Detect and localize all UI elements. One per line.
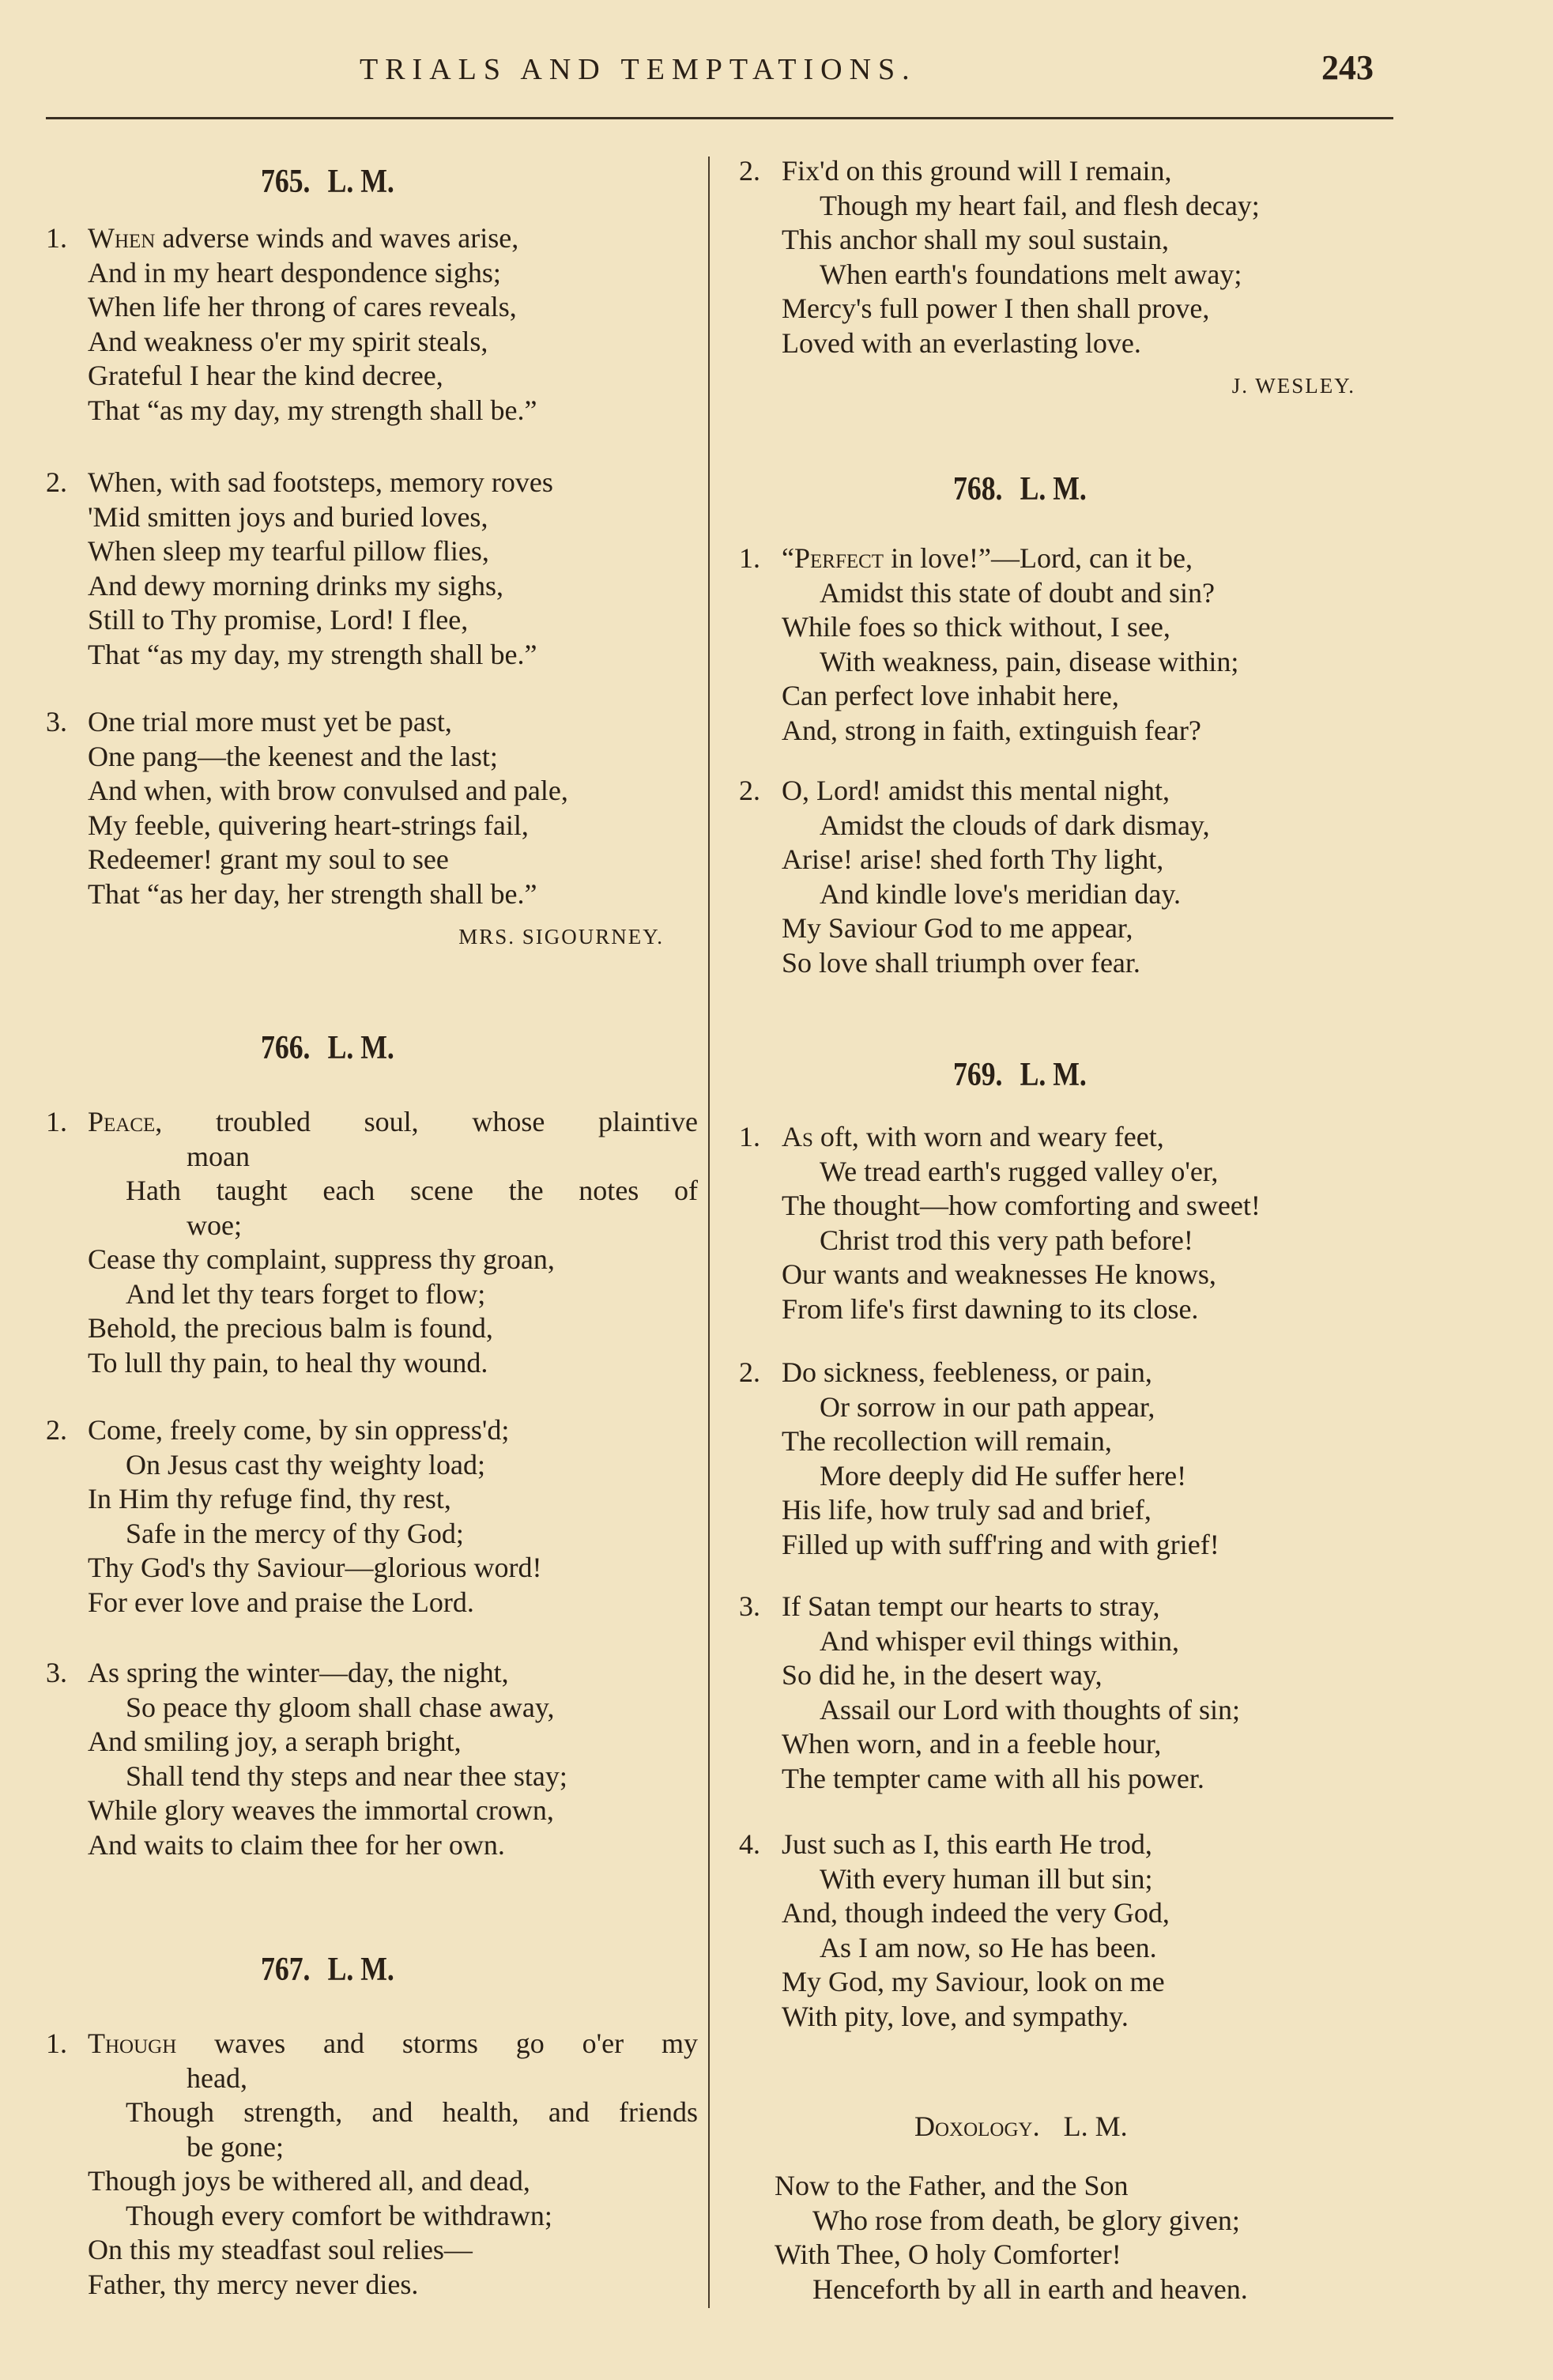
column-divider	[708, 157, 710, 2308]
verse-line	[782, 911, 1381, 946]
verse-line	[782, 154, 1381, 189]
verse-line	[88, 1551, 698, 1586]
verse-line	[88, 290, 698, 325]
verse-line	[88, 740, 698, 775]
small-caps-lead: Peace	[88, 1106, 156, 1137]
doxology-meter: L. M.	[1063, 2110, 1128, 2142]
stanza-lines	[782, 1120, 1381, 1326]
verse-line	[88, 359, 698, 394]
verse-line	[88, 1346, 698, 1381]
verse-line	[782, 541, 1381, 576]
verse-line	[782, 258, 1381, 292]
line-text: When worn, and in a feeble hour,	[782, 1728, 1162, 1760]
line-text: Though strength, and health, and friends	[126, 2096, 698, 2128]
doxology-stanza	[775, 2169, 1381, 2306]
verse-line	[88, 466, 698, 500]
verse-line	[88, 221, 698, 256]
line-text: Mercy's full power I then shall prove,	[782, 292, 1210, 324]
line-text: So did he, in the desert way,	[782, 1659, 1103, 1691]
stanza-number: 3.	[46, 706, 67, 737]
line-text: For ever love and praise the Lord.	[88, 1586, 474, 1618]
stanza	[739, 1120, 1381, 1326]
verse-line	[88, 1243, 698, 1277]
verse-line	[88, 1174, 698, 1209]
line-text: The thought—how comforting and sweet!	[782, 1190, 1261, 1221]
small-caps-lead: As	[782, 1121, 813, 1152]
verse-line	[88, 1586, 698, 1620]
line-text: From life's first dawning to its close.	[782, 1292, 1199, 1325]
stanza-lines	[88, 705, 698, 911]
line-text: in love!”—Lord, can it be,	[884, 542, 1193, 574]
stanza-lines	[782, 154, 1381, 360]
page-number: 243	[1321, 48, 1374, 87]
line-text: Amidst the clouds of dark dismay,	[820, 809, 1210, 841]
line-text: adverse winds and waves arise,	[155, 222, 519, 254]
small-caps-lead: Though	[88, 2027, 177, 2059]
verse-line	[782, 1424, 1381, 1459]
verse-line	[88, 256, 698, 291]
line-text: And, strong in faith, extinguish fear?	[782, 714, 1201, 746]
verse-line	[782, 1189, 1381, 1224]
verse-line	[782, 1762, 1381, 1797]
line-text: Christ trod this very path before!	[820, 1224, 1193, 1256]
verse-line	[88, 1793, 698, 1828]
verse-line	[782, 1292, 1381, 1327]
stanza-lines	[782, 1356, 1381, 1562]
line-text: Safe in the mercy of thy God;	[126, 1517, 464, 1549]
line-text: As I am now, so He has been.	[820, 1931, 1157, 1963]
line-text: oft, with worn and weary feet,	[812, 1121, 1164, 1152]
stanza-lines	[782, 774, 1381, 980]
line-text: And kindle love's meridian day.	[820, 877, 1182, 910]
hymn-number: 769.	[953, 1057, 1003, 1093]
line-text: And, though indeed the very God,	[782, 1897, 1170, 1929]
stanza-number: 1.	[739, 1121, 760, 1152]
verse-line	[782, 1459, 1381, 1494]
stanza	[46, 2027, 698, 2302]
hymn-heading	[953, 470, 1087, 509]
line-text: With weakness, pain, disease within;	[820, 645, 1239, 677]
stanza	[739, 1356, 1381, 1562]
line-text: be gone;	[187, 2130, 284, 2163]
line-text: When life her throng of cares reveals,	[88, 291, 517, 322]
line-text: Come, freely come, by sin oppress'd;	[88, 1414, 510, 1446]
line-text: When, with sad footsteps, memory roves	[88, 466, 553, 498]
line-text: When sleep my tearful pillow flies,	[88, 535, 489, 567]
line-text: woe;	[187, 1209, 242, 1241]
verse-line	[782, 189, 1381, 224]
line-text: So love shall triumph over fear.	[782, 946, 1140, 979]
hymn-meter: L. M.	[327, 1030, 394, 1066]
stanza	[739, 1827, 1381, 2034]
line-text: Loved with an everlasting love.	[782, 326, 1141, 359]
line-text: Amidst this state of doubt and sin?	[820, 576, 1215, 609]
verse-line	[782, 1658, 1381, 1693]
verse-line	[88, 2027, 698, 2061]
hymn-author: MRS. SIGOURNEY.	[458, 925, 664, 949]
hymn-author: J. WESLEY.	[1231, 374, 1355, 398]
line-text: Though joys be withered all, and dead,	[88, 2165, 530, 2197]
stanza-number: 2.	[739, 155, 760, 187]
line-text: Who rose from death, be glory given;	[812, 2204, 1240, 2236]
line-text: More deeply did He suffer here!	[820, 1459, 1187, 1492]
line-text: With every human ill but sin;	[820, 1862, 1153, 1895]
verse-line	[88, 877, 698, 912]
stanza-number: 2.	[46, 1414, 67, 1446]
verse-line	[782, 1931, 1381, 1966]
verse-line	[782, 576, 1381, 611]
hymn-number: 768.	[953, 471, 1003, 507]
stanza-lines	[782, 1827, 1381, 2034]
verse-line	[782, 774, 1381, 809]
header-rule	[46, 117, 1393, 119]
verse-line	[88, 569, 698, 604]
line-text: While foes so thick without, I see,	[782, 611, 1170, 643]
stanza-lines	[782, 1590, 1381, 1796]
verse-line	[88, 1277, 698, 1312]
line-text: Though every comfort be withdrawn;	[126, 2199, 552, 2231]
stanza	[46, 1413, 698, 1620]
line-text: To lull thy pain, to heal thy wound.	[88, 1346, 488, 1379]
verse-line	[782, 1727, 1381, 1762]
hymn-number: 767.	[261, 1952, 311, 1988]
line-text: My feeble, quivering heart-strings fail,	[88, 809, 529, 841]
stanza-lines	[88, 1656, 698, 1862]
verse-line	[782, 1624, 1381, 1659]
stanza	[739, 541, 1381, 748]
verse-line	[782, 326, 1381, 361]
verse-line	[782, 223, 1381, 258]
line-text: On this my steadfast soul relies—	[88, 2234, 473, 2265]
verse-line	[782, 1224, 1381, 1258]
line-text: Shall tend thy steps and near thee stay;	[126, 1760, 567, 1792]
line-text: In Him thy refuge find, thy rest,	[88, 1483, 451, 1514]
stanza-lines	[88, 221, 698, 428]
stanza-lines	[782, 541, 1381, 748]
line-text: Cease thy complaint, suppress thy groan,	[88, 1243, 555, 1275]
stanza-lines	[88, 1105, 698, 1380]
verse-line	[88, 2164, 698, 2199]
verse-line	[88, 1105, 698, 1140]
line-text: The recollection will remain,	[782, 1425, 1112, 1457]
stanza-number: 1.	[46, 2027, 67, 2059]
stanza-number: 3.	[739, 1590, 760, 1622]
line-text: And when, with brow convulsed and pale,	[88, 775, 568, 806]
line-text: My Saviour God to me appear,	[782, 912, 1133, 944]
doxology-title: Doxology.	[914, 2110, 1040, 2142]
stanza-number: 1.	[739, 542, 760, 574]
stanza	[739, 774, 1381, 980]
line-text: Do sickness, feebleness, or pain,	[782, 1356, 1152, 1388]
verse-line	[782, 679, 1381, 714]
stanza-lines	[88, 1413, 698, 1620]
hymn-meter: L. M.	[327, 164, 394, 200]
verse-line	[775, 2204, 1381, 2239]
stanza-number: 2.	[739, 775, 760, 806]
line-text: head,	[187, 2061, 247, 2094]
line-text: This anchor shall my soul sustain,	[782, 224, 1169, 255]
verse-line	[782, 610, 1381, 645]
verse-line	[88, 394, 698, 428]
verse-line	[775, 2273, 1381, 2307]
line-text: That “as my day, my strength shall be.”	[88, 394, 537, 426]
line-text: With Thee, O holy Comforter!	[775, 2239, 1121, 2270]
line-text: Can perfect love inhabit here,	[782, 680, 1119, 711]
verse-line	[782, 1896, 1381, 1931]
line-text: On Jesus cast thy weighty load;	[126, 1448, 485, 1480]
stanza	[46, 466, 698, 672]
verse-line	[782, 714, 1381, 749]
verse-line	[782, 1693, 1381, 1728]
stanza	[46, 1656, 698, 1862]
verse-line	[88, 1725, 698, 1760]
verse-line	[782, 809, 1381, 843]
line-text: waves and storms go o'er my	[176, 2027, 698, 2059]
verse-line	[782, 843, 1381, 877]
hymn-heading	[953, 1055, 1087, 1095]
verse-line	[88, 1517, 698, 1552]
line-text: Thy God's thy Saviour—glorious word!	[88, 1552, 542, 1583]
line-text: So peace thy gloom shall chase away,	[126, 1691, 555, 1723]
line-text: Father, thy mercy never dies.	[88, 2268, 419, 2300]
line-text: And dewy morning drinks my sighs,	[88, 569, 503, 602]
stanza-lines	[88, 2027, 698, 2302]
verse-line	[88, 1691, 698, 1726]
verse-line	[782, 1590, 1381, 1624]
line-text: If Satan tempt our hearts to stray,	[782, 1590, 1160, 1622]
line-text: Fix'd on this ground will I remain,	[782, 155, 1172, 187]
hymn-meter: L. M.	[1020, 471, 1087, 507]
line-text: One trial more must yet be past,	[88, 706, 452, 737]
verse-line	[782, 1528, 1381, 1563]
verse-line	[782, 2000, 1381, 2035]
line-text: Though my heart fail, and flesh decay;	[820, 189, 1260, 221]
line-text: When earth's foundations melt away;	[820, 258, 1242, 290]
verse-line	[88, 2130, 698, 2165]
verse-line	[88, 500, 698, 535]
verse-line	[782, 1965, 1381, 2000]
line-text: That “as my day, my strength shall be.”	[88, 638, 537, 670]
verse-line	[782, 1356, 1381, 1390]
verse-line	[782, 1493, 1381, 1528]
stanza-number: 3.	[46, 1657, 67, 1688]
stanza-number: 1.	[46, 1106, 67, 1137]
verse-line	[88, 1209, 698, 1243]
verse-line	[775, 2169, 1381, 2204]
line-text: Now to the Father, and the Son	[775, 2170, 1129, 2201]
verse-line	[88, 2268, 698, 2303]
line-text: We tread earth's rugged valley o'er,	[820, 1155, 1219, 1187]
line-text: That “as her day, her strength shall be.”	[88, 877, 537, 910]
verse-line	[88, 705, 698, 740]
line-text: Just such as I, this earth He trod,	[782, 1828, 1152, 1860]
small-caps-lead: When	[88, 222, 156, 254]
hymn-number: 765.	[261, 164, 311, 200]
line-text: And smiling joy, a seraph bright,	[88, 1726, 462, 1757]
stanza-number: 4.	[739, 1828, 760, 1860]
line-text: moan	[187, 1140, 250, 1172]
verse-line	[782, 877, 1381, 912]
stanza	[46, 705, 698, 911]
stanza	[46, 1105, 698, 1380]
verse-line	[88, 534, 698, 569]
verse-line	[782, 1258, 1381, 1292]
verse-line	[775, 2238, 1381, 2273]
line-text: Assail our Lord with thoughts of sin;	[820, 1693, 1240, 1726]
verse-line	[782, 1827, 1381, 1862]
verse-line	[88, 603, 698, 638]
line-text: Filled up with suff'ring and with grief!	[782, 1528, 1219, 1560]
verse-line	[782, 1390, 1381, 1425]
hymn-meter: L. M.	[1020, 1057, 1087, 1093]
verse-line	[782, 645, 1381, 680]
verse-line	[88, 774, 698, 809]
verse-line	[88, 809, 698, 843]
small-caps-lead: “Perfect	[782, 542, 884, 574]
hymn-heading	[261, 1028, 394, 1068]
verse-line	[88, 1448, 698, 1483]
line-text: , troubled soul, whose plaintive	[155, 1106, 698, 1137]
line-text: Or sorrow in our path appear,	[820, 1390, 1155, 1423]
verse-line	[88, 1413, 698, 1448]
line-text: One pang—the keenest and the last;	[88, 740, 498, 772]
verse-line	[88, 325, 698, 360]
verse-line	[782, 1120, 1381, 1155]
line-text: Arise! arise! shed forth Thy light,	[782, 843, 1164, 875]
line-text: And whisper evil things within,	[820, 1624, 1179, 1657]
line-text: Our wants and weaknesses He knows,	[782, 1258, 1216, 1290]
stanza	[46, 221, 698, 428]
hymn-meter: L. M.	[327, 1952, 394, 1988]
verse-line	[782, 1862, 1381, 1897]
verse-line	[782, 292, 1381, 326]
line-text: While glory weaves the immortal crown,	[88, 1794, 554, 1826]
line-text: Henceforth by all in earth and heaven.	[812, 2273, 1248, 2305]
line-text: His life, how truly sad and brief,	[782, 1494, 1152, 1526]
stanza	[739, 154, 1381, 360]
verse-line	[88, 843, 698, 877]
stanza-number: 2.	[46, 466, 67, 498]
verse-line	[88, 2061, 698, 2096]
line-text: And let thy tears forget to flow;	[126, 1277, 486, 1310]
line-text: Behold, the precious balm is found,	[88, 1312, 493, 1344]
hymn-heading	[261, 162, 394, 202]
line-text: Still to Thy promise, Lord! I flee,	[88, 604, 469, 636]
verse-line	[88, 1482, 698, 1517]
verse-line	[88, 2199, 698, 2234]
line-text: Hath taught each scene the notes of	[126, 1175, 698, 1206]
verse-line	[88, 638, 698, 673]
verse-line	[88, 1140, 698, 1175]
stanza-lines	[88, 466, 698, 672]
line-text: Redeemer! grant my soul to see	[88, 843, 449, 875]
verse-line	[88, 1828, 698, 1863]
verse-line	[782, 1155, 1381, 1190]
line-text: And in my heart despondence sighs;	[88, 256, 501, 289]
hymn-heading	[261, 1950, 394, 1990]
stanza-number: 2.	[739, 1356, 760, 1388]
line-text: And weakness o'er my spirit steals,	[88, 325, 488, 357]
line-text: O, Lord! amidst this mental night,	[782, 775, 1170, 806]
verse-line	[88, 2095, 698, 2130]
line-text: Grateful I hear the kind decree,	[88, 360, 443, 391]
verse-line	[88, 1760, 698, 1794]
line-text: My God, my Saviour, look on me	[782, 1966, 1165, 1997]
verse-line	[782, 946, 1381, 981]
line-text: With pity, love, and sympathy.	[782, 2000, 1129, 2032]
running-header-title: TRIALS AND TEMPTATIONS.	[360, 53, 917, 86]
hymn-number: 766.	[261, 1030, 311, 1066]
line-text: And waits to claim thee for her own.	[88, 1828, 505, 1861]
doxology-heading	[914, 2109, 1128, 2144]
line-text: 'Mid smitten joys and buried loves,	[88, 500, 488, 533]
verse-line	[88, 1311, 698, 1346]
verse-line	[88, 1656, 698, 1691]
stanza-number: 1.	[46, 222, 67, 254]
line-text: As spring the winter—day, the night,	[88, 1657, 509, 1688]
line-text: The tempter came with all his power.	[782, 1762, 1204, 1794]
stanza	[739, 1590, 1381, 1796]
verse-line	[88, 2233, 698, 2268]
